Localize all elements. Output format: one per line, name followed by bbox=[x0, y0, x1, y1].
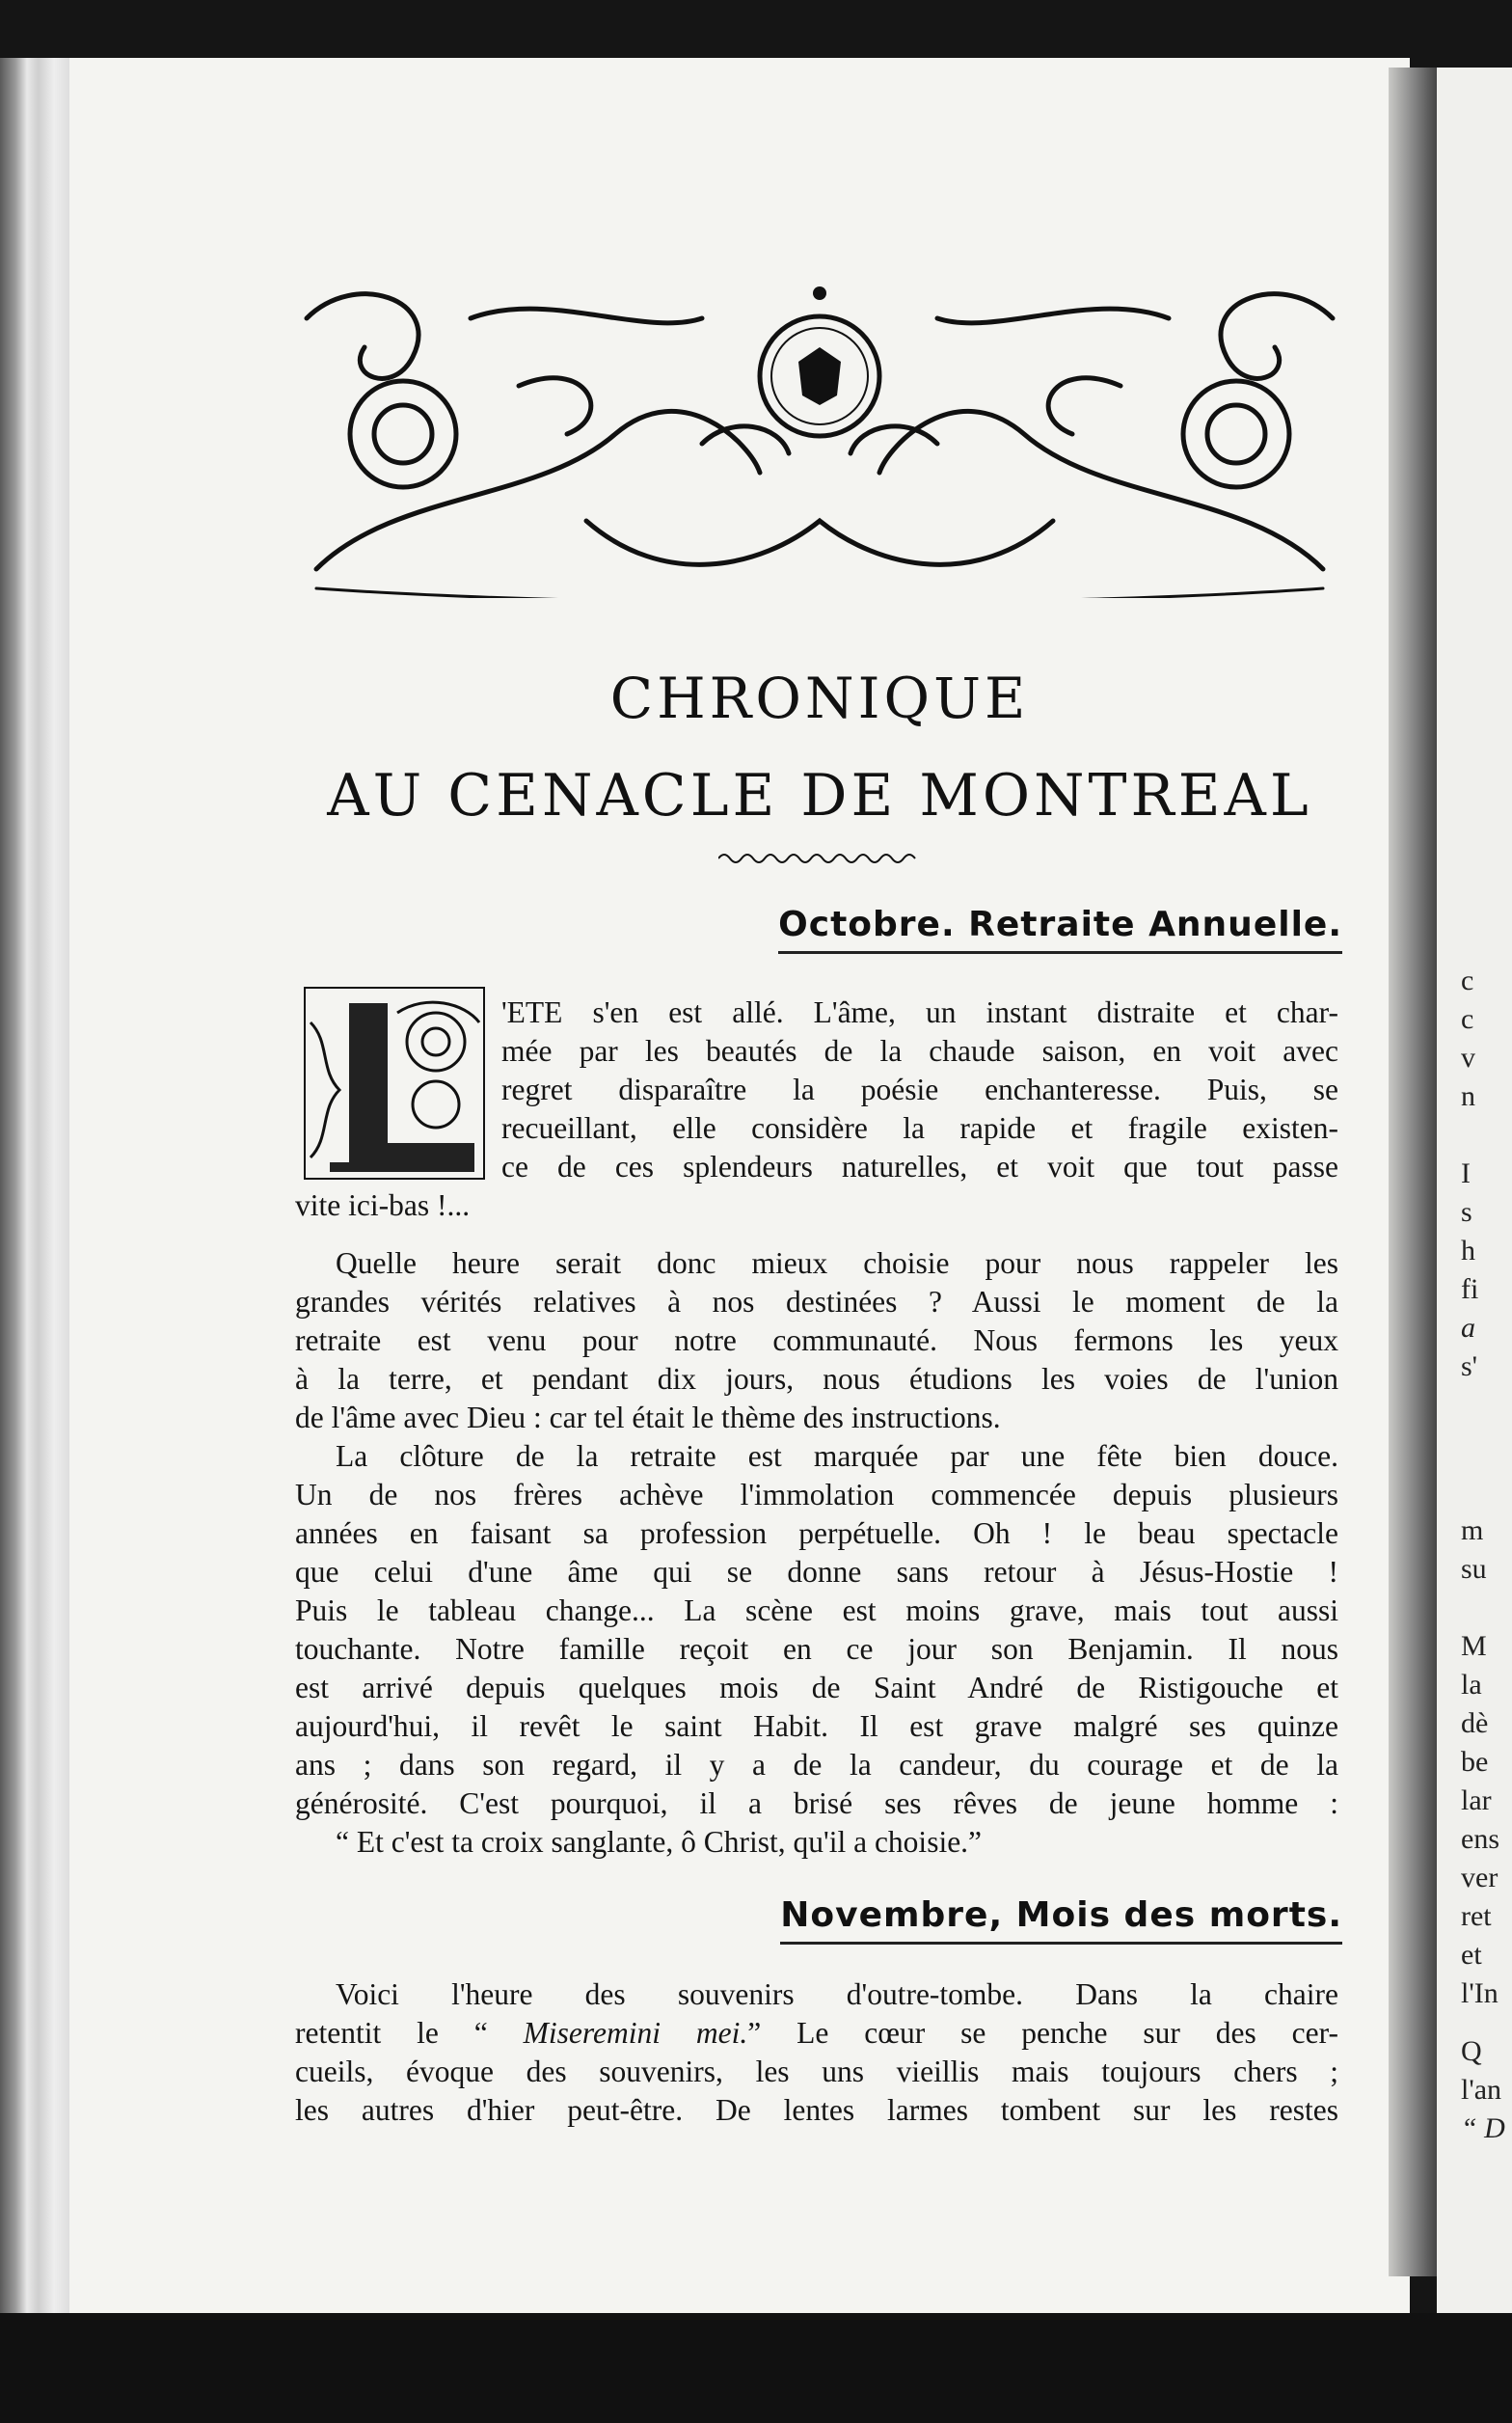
text-line: aujourd'hui, il revêt le saint Habit. Il est grave malgré ses quinze bbox=[295, 1709, 1338, 1743]
text-line: ce de ces splendeurs naturelles, et voit que tout passe bbox=[501, 1150, 1338, 1184]
text-line: années en faisant sa profession perpétuelle. Oh ! le beau spectacle bbox=[295, 1516, 1338, 1550]
text-line: que celui d'une âme qui se donne sans retour à Jésus-Hostie ! bbox=[295, 1555, 1338, 1589]
text-line: cueils, évoque des souvenirs, les uns vieillis mais toujours chers ; bbox=[295, 2055, 1338, 2088]
fragment: ver bbox=[1461, 1862, 1498, 1893]
heading-underline bbox=[778, 951, 1342, 954]
fragment: fi bbox=[1461, 1273, 1479, 1305]
text-line: Un de nos frères achève l'immolation commencée depuis plusieurs bbox=[295, 1478, 1338, 1511]
decorated-initial-letter-icon bbox=[301, 984, 488, 1183]
fragment: dè bbox=[1461, 1707, 1489, 1739]
text-line: 'ETE s'en est allé. L'âme, un instant distraite et char- bbox=[501, 995, 1338, 1029]
fragment: M bbox=[1461, 1630, 1487, 1662]
text-line: touchante. Notre famille reçoit en ce jour son Benjamin. Il nous bbox=[295, 1632, 1338, 1666]
fragment: h bbox=[1461, 1235, 1475, 1266]
fragment: “ D bbox=[1461, 2112, 1505, 2144]
section-heading-text: Octobre. Retraite Annuelle. bbox=[778, 905, 1342, 944]
fragment: c bbox=[1461, 965, 1474, 996]
section-heading-november bbox=[780, 1895, 1342, 1935]
text-line: recueillant, elle considère la rapide et fragile existen- bbox=[501, 1111, 1338, 1145]
text-line: mée par les beautés de la chaude saison, en voit avec bbox=[501, 1034, 1338, 1068]
page-stack-edge bbox=[0, 58, 77, 2315]
fragment: lar bbox=[1461, 1784, 1492, 1816]
fragment: ens bbox=[1461, 1823, 1499, 1855]
text-line: est arrivé depuis quelques mois de Saint André de Ristigouche et bbox=[295, 1671, 1338, 1704]
latin-phrase: Miseremini mei. bbox=[523, 2016, 748, 2050]
fragment: be bbox=[1461, 1746, 1489, 1778]
text-line: vite ici-bas !... bbox=[295, 1188, 471, 1222]
fragment: ret bbox=[1461, 1900, 1492, 1932]
text-line: Voici l'heure des souvenirs d'outre-tombe. Dans la chaire bbox=[336, 1977, 1338, 2011]
text-run: retentit le “ bbox=[295, 2016, 524, 2050]
text-line: de l'âme avec Dieu : car tel était le thème des instructions. bbox=[295, 1401, 1001, 1434]
heading-underline bbox=[780, 1942, 1342, 1945]
section-heading-text: Novembre, Mois des morts. bbox=[780, 1895, 1342, 1935]
fragment: et bbox=[1461, 1939, 1482, 1971]
fragment: s' bbox=[1461, 1350, 1478, 1382]
text-line: “ Et c'est ta croix sanglante, ô Christ, qu'il a choisie.” bbox=[336, 1825, 983, 1859]
ornamental-headpiece-icon bbox=[297, 280, 1342, 598]
text-line: La clôture de la retraite est marquée par une fête bien douce. bbox=[336, 1439, 1338, 1473]
fragment: s bbox=[1461, 1196, 1472, 1228]
text-line-with-latin bbox=[295, 2014, 1338, 2053]
chronicle-title: CHRONIQUE bbox=[609, 666, 1030, 731]
fragment: l'In bbox=[1461, 1977, 1498, 2009]
fragment: I bbox=[1461, 1157, 1471, 1189]
text-line: générosité. C'est pourquoi, il a brisé ses rêves de jeune homme : bbox=[295, 1786, 1338, 1820]
text-line: Quelle heure serait donc mieux choisie pour nous rappeler les bbox=[336, 1246, 1338, 1280]
text-line: retraite est venu pour notre communauté. Nous fermons les yeux bbox=[295, 1323, 1338, 1357]
text-line: regret disparaître la poésie enchanteresse. Puis, se bbox=[501, 1073, 1338, 1106]
text-line: grandes vérités relatives à nos destinées ? Aussi le moment de la bbox=[295, 1285, 1338, 1319]
fragment: la bbox=[1461, 1669, 1482, 1701]
fragment: Q bbox=[1461, 2035, 1482, 2067]
text-line: Puis le tableau change... La scène est moins grave, mais tout aussi bbox=[295, 1593, 1338, 1627]
text-line: les autres d'hier peut-être. De lentes larmes tombent sur les restes bbox=[295, 2093, 1338, 2127]
text-run: ” Le cœur se penche sur des cer- bbox=[747, 2016, 1338, 2050]
text-line: ans ; dans son regard, il y a de la candeur, du courage et de la bbox=[295, 1748, 1338, 1782]
scan-border bbox=[0, 2313, 1512, 2423]
fragment: su bbox=[1461, 1553, 1487, 1585]
chronicle-subtitle: AU CENACLE DE MONTREAL bbox=[327, 762, 1312, 830]
wave-divider-icon bbox=[718, 847, 921, 870]
section-heading-october bbox=[778, 905, 1342, 944]
fragment: a bbox=[1461, 1312, 1475, 1344]
fragment: c bbox=[1461, 1003, 1474, 1035]
fragment: v bbox=[1461, 1042, 1475, 1074]
fragment: n bbox=[1461, 1080, 1475, 1112]
fragment: m bbox=[1461, 1514, 1484, 1546]
text-line: à la terre, et pendant dix jours, nous étudions les voies de l'union bbox=[295, 1362, 1338, 1396]
fragment: l'an bbox=[1461, 2074, 1502, 2106]
